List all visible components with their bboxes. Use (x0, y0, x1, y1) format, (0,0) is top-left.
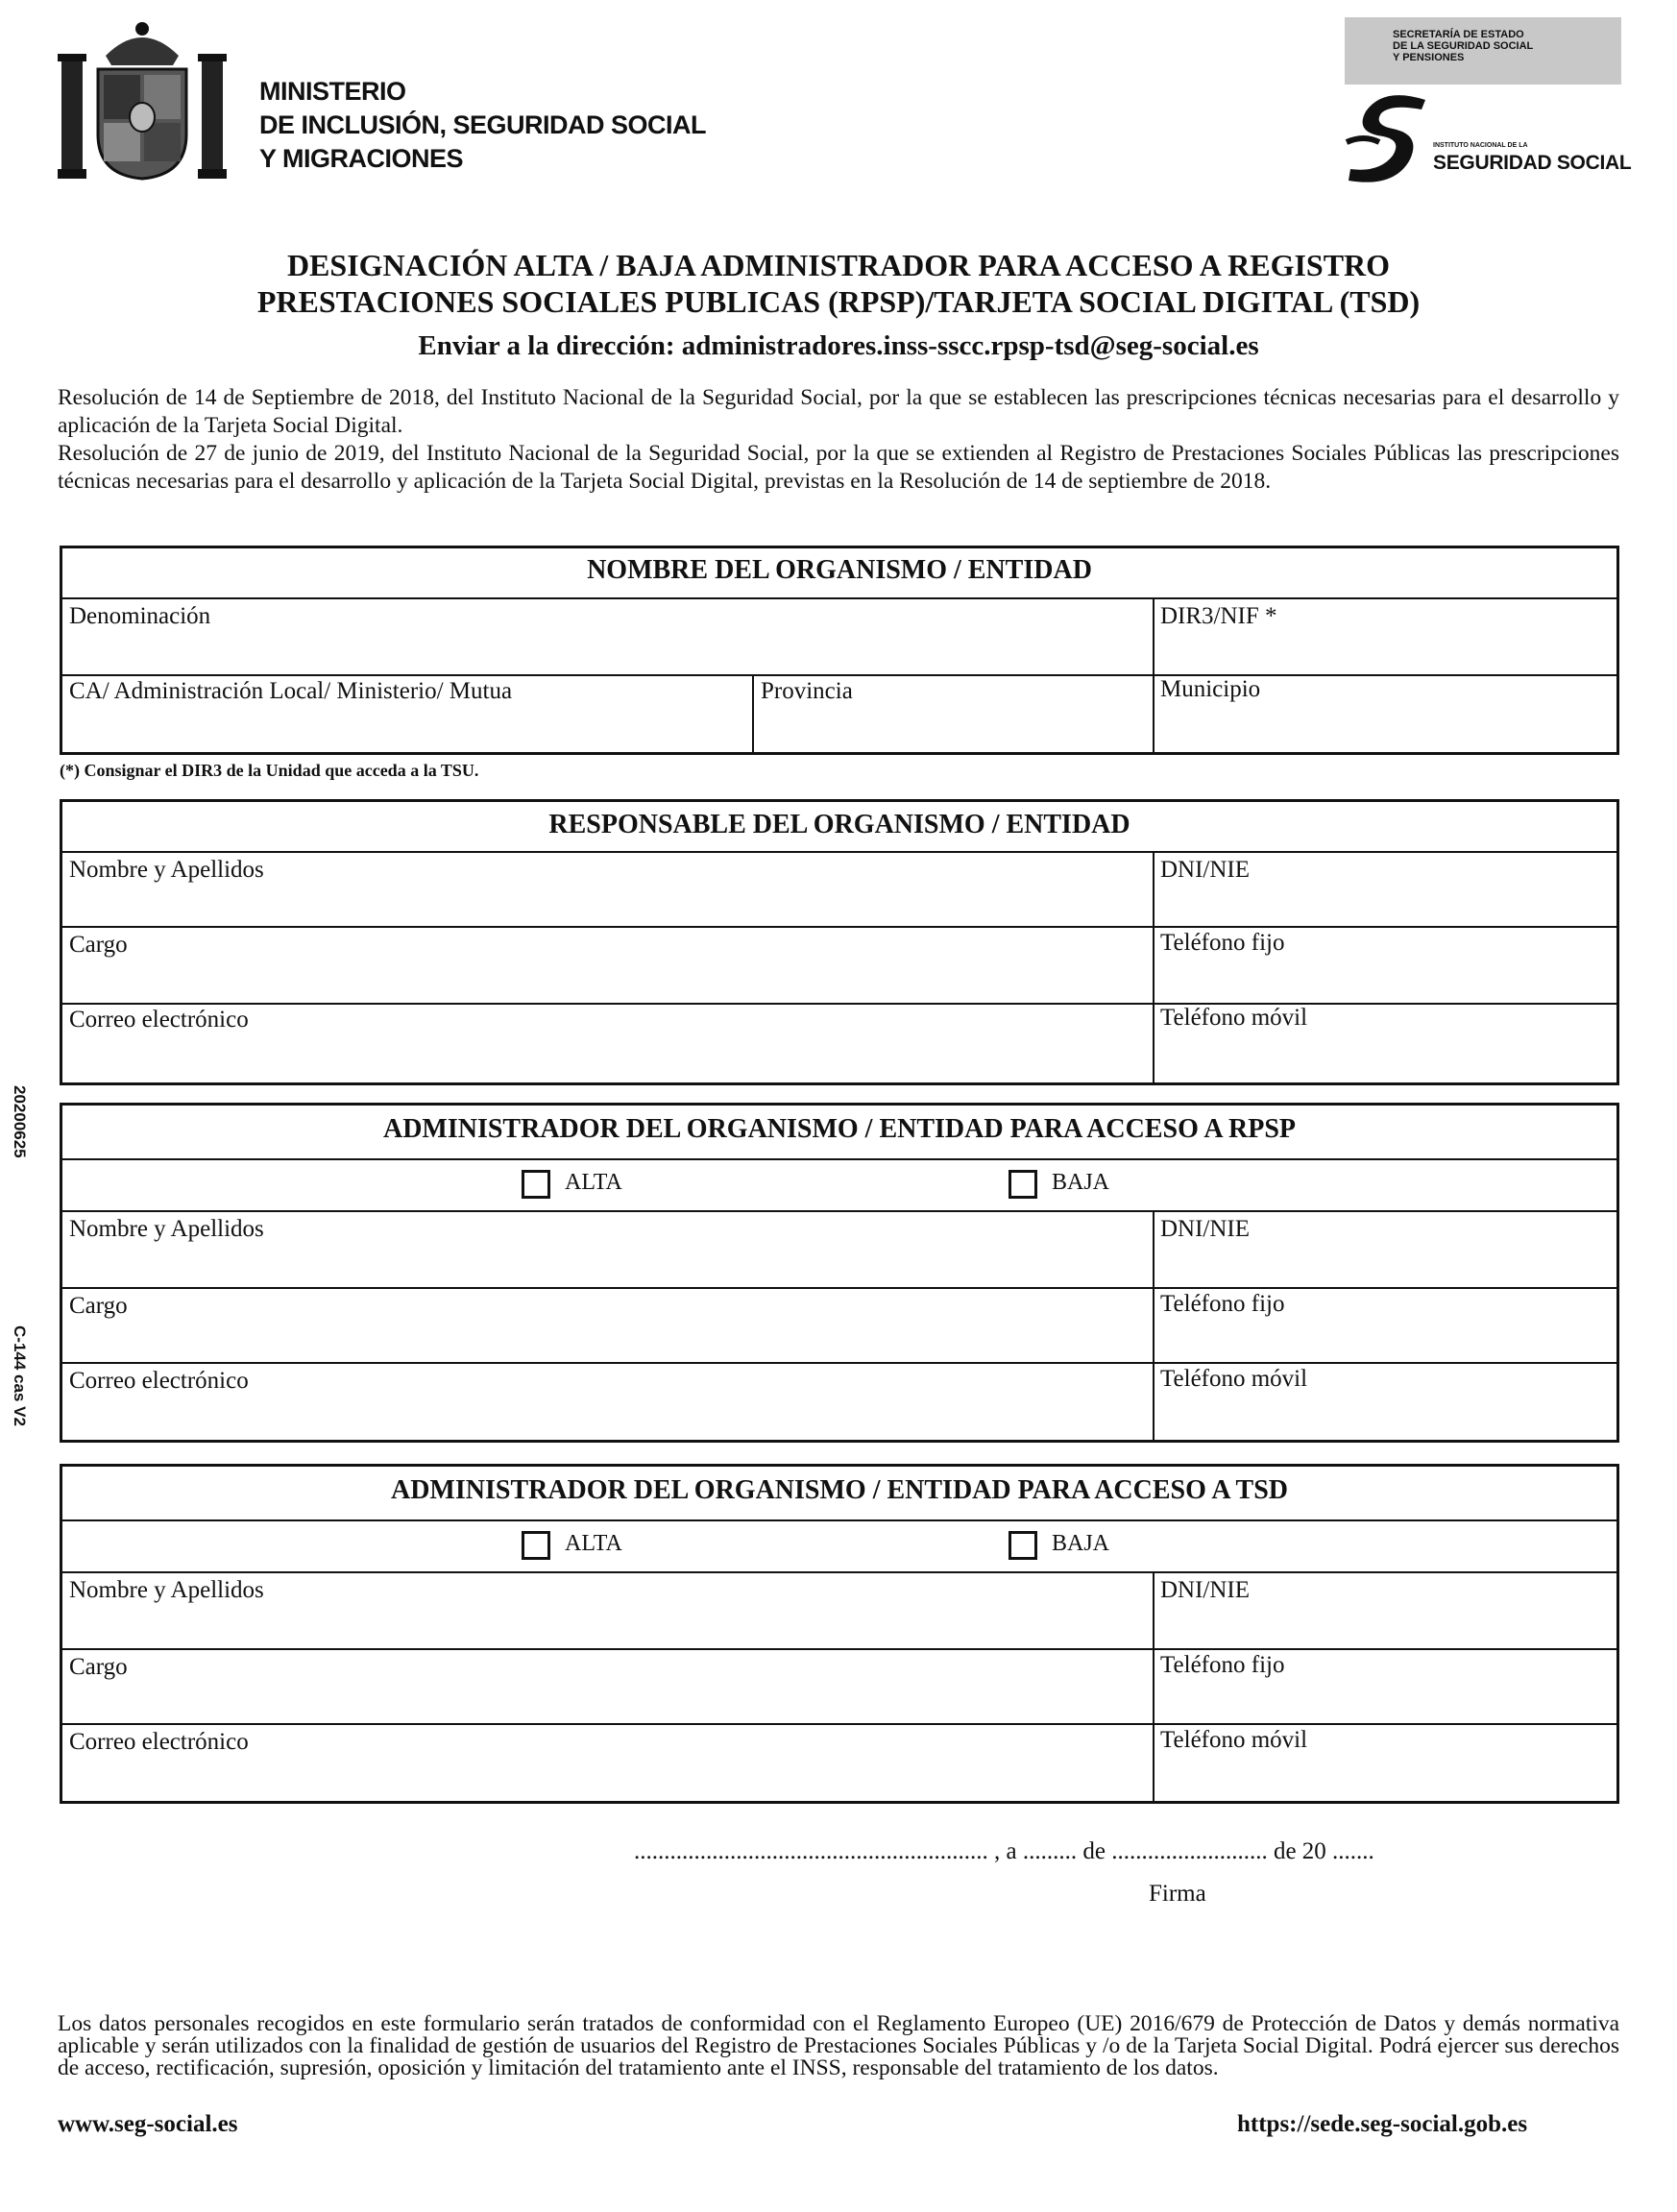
rpsp-telefono-movil-field[interactable]: Teléfono móvil (1160, 1366, 1308, 1392)
divider (60, 1723, 1619, 1725)
tsd-telefono-movil-field[interactable]: Teléfono móvil (1160, 1727, 1308, 1753)
divider (60, 1519, 1619, 1521)
admin-tsd-section (60, 1464, 1619, 1804)
resolution-1: Resolución de 14 de Septiembre de 2018, del Instituto Nacional de la Seguridad Social, por la que se establecen las prescripciones técnicas necesarias para el desarrollo y aplicación de la Tarjeta Social Digital. (58, 385, 1619, 438)
divider (60, 597, 1619, 599)
place-date-line[interactable]: ........................................................... , a ......... de .......................... de 20 ....... (634, 1838, 1374, 1864)
rpsp-dni-field[interactable]: DNI/NIE (1160, 1216, 1251, 1242)
dir3-nif-field[interactable]: DIR3/NIF * (1160, 603, 1277, 629)
divider (752, 674, 754, 755)
admin-rpsp-section (60, 1103, 1619, 1443)
tsd-baja-label: BAJA (1052, 1531, 1110, 1556)
divider (60, 1003, 1619, 1005)
ca-administracion-field[interactable]: CA/ Administración Local/ Ministerio/ Mutua (69, 678, 513, 704)
send-label: Enviar a la dirección: (418, 330, 682, 361)
responsable-dni-field[interactable]: DNI/NIE (1160, 857, 1251, 883)
admin-rpsp-title: ADMINISTRADOR DEL ORGANISMO / ENTIDAD PARA ACCESO A RPSP (382, 1114, 1297, 1144)
divider (60, 1158, 1619, 1160)
tsd-baja-checkbox[interactable] (1009, 1531, 1037, 1560)
divider (60, 674, 1619, 676)
divider (60, 851, 1619, 853)
tsd-telefono-fijo-field[interactable]: Teléfono fijo (1160, 1652, 1285, 1678)
denominacion-field[interactable]: Denominación (69, 603, 211, 629)
divider (60, 1362, 1619, 1364)
rpsp-correo-field[interactable]: Correo electrónico (69, 1368, 249, 1394)
provincia-field[interactable]: Provincia (761, 678, 853, 704)
rpsp-alta-label: ALTA (565, 1170, 622, 1195)
responsable-telefono-fijo-field[interactable]: Teléfono fijo (1160, 930, 1285, 956)
dir3-note: (*) Consignar el DIR3 de la Unidad que acceda a la TSU. (60, 761, 479, 780)
resolutions-text (58, 384, 1619, 496)
rpsp-telefono-fijo-field[interactable]: Teléfono fijo (1160, 1291, 1285, 1317)
tsd-dni-field[interactable]: DNI/NIE (1160, 1577, 1251, 1603)
tsd-correo-field[interactable]: Correo electrónico (69, 1729, 249, 1755)
resolution-2: Resolución de 27 de junio de 2019, del Instituto Nacional de la Seguridad Social, por la que se extienden al Registro de Prestaciones Sociales Públicas las prescripciones técnicas necesarias para el desarrollo y aplicación de la Tarjeta Social Digital, previstas en la Resolución de 14 de septiembre de 2018. (58, 441, 1619, 494)
send-address (0, 330, 1677, 362)
rpsp-baja-checkbox[interactable] (1009, 1170, 1037, 1199)
admin-tsd-title: ADMINISTRADOR DEL ORGANISMO / ENTIDAD PARA ACCESO A TSD (390, 1475, 1288, 1505)
divider (60, 1287, 1619, 1289)
divider (1153, 851, 1154, 1085)
inss-small-label: INSTITUTO NACIONAL DE LA (1433, 142, 1528, 149)
website-link[interactable]: www.seg-social.es (58, 2111, 238, 2137)
ministry-name: MINISTERIO DE INCLUSIÓN, SEGURIDAD SOCIAL Y MIGRACIONES (259, 77, 707, 173)
spain-coat-of-arms-logo (58, 19, 227, 182)
rpsp-alta-checkbox[interactable] (522, 1170, 550, 1199)
side-date-code: 20200625 (11, 1085, 29, 1158)
divider (60, 926, 1619, 928)
secretaria-text: SECRETARÍA DE ESTADO DE LA SEGURIDAD SOCIAL Y PENSIONES (1393, 29, 1534, 63)
rpsp-nombre-field[interactable]: Nombre y Apellidos (69, 1216, 264, 1242)
privacy-notice: Los datos personales recogidos en este formulario serán tratados de conformidad con el Reglamento Europeo (UE) 2016/679 de Protección de Datos y demás normativa aplicable y serán utilizados con la finalidad de gestión de usuarios del Registro de Prestaciones Sociales Públicas y /o de la Tarjeta Social Digital. Podrá ejercer sus derechos de acceso, rectificación, supresión, oposición y limitación del tratamiento ante el INSS, responsable del tratamiento de los datos. (58, 2011, 1619, 2080)
form-title-line2: PRESTACIONES SOCIALES PUBLICAS (RPSP)/TARJETA SOCIAL DIGITAL (TSD) (256, 284, 1421, 319)
tsd-nombre-field[interactable]: Nombre y Apellidos (69, 1577, 264, 1603)
divider (1153, 597, 1154, 755)
form-title-line1: DESIGNACIÓN ALTA / BAJA ADMINISTRADOR PARA ACCESO A REGISTRO (286, 248, 1391, 282)
divider (60, 1648, 1619, 1650)
rpsp-cargo-field[interactable]: Cargo (69, 1293, 128, 1319)
responsable-cargo-field[interactable]: Cargo (69, 932, 128, 958)
tsd-alta-checkbox[interactable] (522, 1531, 550, 1560)
municipio-field[interactable]: Municipio (1160, 676, 1261, 702)
tsd-cargo-field[interactable]: Cargo (69, 1654, 128, 1680)
divider (1153, 1571, 1154, 1804)
sede-link[interactable]: https://sede.seg-social.gob.es (1237, 2111, 1528, 2137)
send-email-link[interactable]: administradores.inss-sscc.rpsp-tsd@seg-social.es (681, 330, 1259, 361)
seguridad-social-logo (1345, 92, 1431, 184)
responsable-telefono-movil-field[interactable]: Teléfono móvil (1160, 1005, 1308, 1031)
responsable-title: RESPONSABLE DEL ORGANISMO / ENTIDAD (548, 810, 1130, 839)
responsable-correo-field[interactable]: Correo electrónico (69, 1007, 249, 1033)
divider (1153, 1210, 1154, 1443)
divider (60, 1571, 1619, 1573)
organismo-title: NOMBRE DEL ORGANISMO / ENTIDAD (587, 555, 1092, 585)
tsd-alta-label: ALTA (565, 1531, 622, 1556)
responsable-section (60, 799, 1619, 1085)
side-form-code: C-144 cas V2 (11, 1325, 29, 1426)
divider (60, 1210, 1619, 1212)
signature-label: Firma (1149, 1881, 1206, 1907)
responsable-nombre-field[interactable]: Nombre y Apellidos (69, 857, 264, 883)
rpsp-baja-label: BAJA (1052, 1170, 1110, 1195)
inss-big-label: SEGURIDAD SOCIAL (1433, 152, 1632, 174)
